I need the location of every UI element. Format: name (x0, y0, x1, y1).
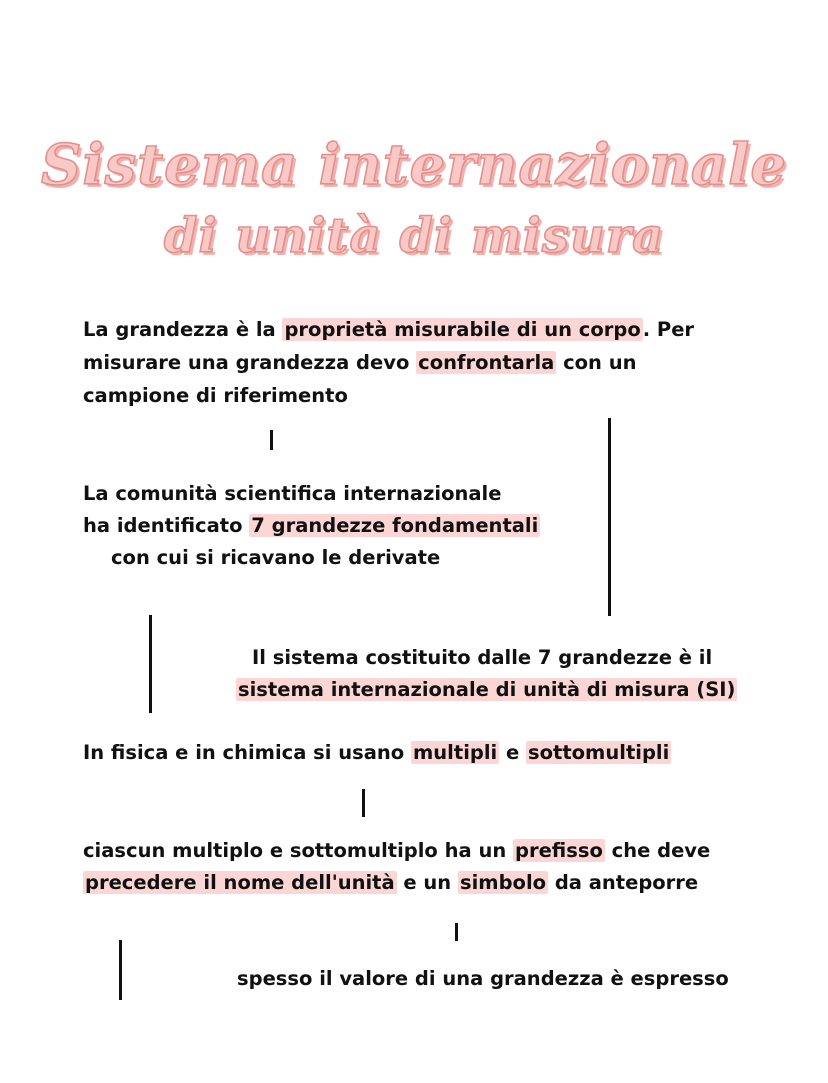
text: e (499, 741, 527, 764)
block1-line3: campione di riferimento (83, 384, 348, 407)
text: . Per (642, 318, 695, 341)
block5-line2 (83, 871, 698, 895)
text: da anteporre (548, 871, 699, 894)
page-subtitle: di unità di misura (163, 208, 665, 264)
text: ha identificato (83, 514, 250, 537)
text: che deve (604, 839, 711, 862)
block2-line2 (83, 514, 540, 538)
block1-line2 (83, 351, 637, 375)
highlight: prefisso (515, 839, 603, 862)
connector-line (149, 615, 152, 713)
connector-line (455, 923, 458, 941)
text: misurare una grandezza devo (83, 351, 417, 374)
page-title: Sistema internazionale (40, 132, 788, 198)
block2-line3: con cui si ricavano le derivate (111, 546, 441, 569)
connector-line (119, 940, 122, 1000)
text: La grandezza è la (83, 318, 283, 341)
highlight: multipli (412, 741, 498, 764)
block5-line1 (83, 839, 710, 863)
block4-line (83, 741, 671, 765)
highlight: simbolo (459, 871, 547, 894)
block6-line1: spesso il valore di una grandezza è espresso (237, 967, 729, 990)
highlight: proprietà misurabile di un corpo (284, 318, 641, 341)
connector-line (270, 430, 273, 450)
text: e un (396, 871, 458, 894)
block3-line2 (236, 678, 737, 702)
highlight: sistema internazionale di unità di misura (SI) (238, 678, 736, 701)
text: ciascun multiplo e sottomultiplo ha un (83, 839, 513, 862)
connector-line (608, 418, 611, 616)
text: In fisica e in chimica si usano (83, 741, 411, 764)
highlight: 7 grandezze fondamentali (251, 514, 539, 537)
block1-line1 (83, 318, 694, 342)
highlight: precedere il nome dell'unità (85, 871, 395, 894)
block2-line1: La comunità scientifica internazionale (83, 482, 502, 505)
highlight: sottomultipli (528, 741, 670, 764)
highlight: confrontarla (418, 351, 555, 374)
block3-line1: Il sistema costituito dalle 7 grandezze è il (252, 646, 713, 669)
text: con un (556, 351, 637, 374)
connector-line (362, 789, 365, 817)
